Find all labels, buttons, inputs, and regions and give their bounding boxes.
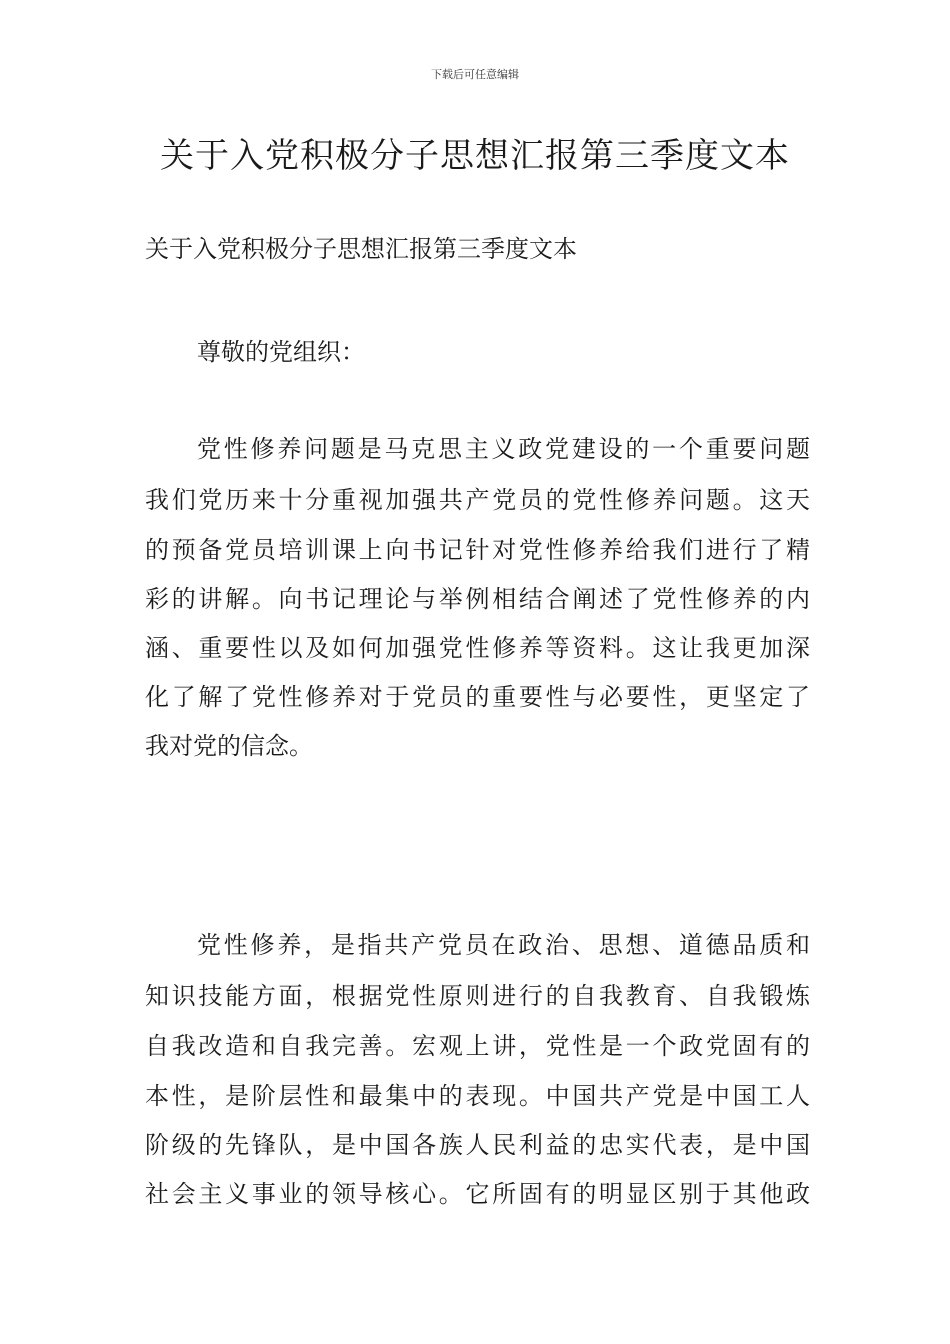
paragraph-2-line: 本性，是阶层性和最集中的表现。中国共产党是中国工人 [145,1082,810,1110]
paragraph-1-line: 党性修养问题是马克思主义政党建设的一个重要问题 [197,435,810,463]
paragraph-1-line: 彩的讲解。向书记理论与举例相结合阐述了党性修养的内 [145,585,810,613]
paragraph-2-line: 党性修养，是指共产党员在政治、思想、道德品质和 [197,931,810,959]
paragraph-1-line: 的预备党员培训课上向书记针对党性修养给我们进行了精 [145,536,810,564]
greeting: 尊敬的党组织： [197,338,365,366]
paragraph-2-line: 阶级的先锋队，是中国各族人民利益的忠实代表，是中国 [145,1131,810,1159]
header-note: 下载后可任意编辑 [431,68,519,81]
paragraph-2-line: 社会主义事业的领导核心。它所固有的明显区别于其他政 [145,1180,810,1208]
paragraph-1-line: 我们党历来十分重视加强共产党员的党性修养问题。这天 [145,486,810,514]
paragraph-2-line: 自我改造和自我完善。宏观上讲，党性是一个政党固有的 [145,1032,810,1060]
paragraph-1-line: 我对党的信念。 [145,732,313,760]
paragraph-2-line: 知识技能方面，根据党性原则进行的自我教育、自我锻炼 [145,982,810,1010]
document-subtitle: 关于入党积极分子思想汇报第三季度文本 [145,235,577,263]
paragraph-1-line: 涵、重要性以及如何加强党性修养等资料。这让我更加深 [145,634,810,662]
paragraph-1-line: 化了解了党性修养对于党员的重要性与必要性，更坚定了 [145,683,810,711]
document-title: 关于入党积极分子思想汇报第三季度文本 [160,136,790,176]
